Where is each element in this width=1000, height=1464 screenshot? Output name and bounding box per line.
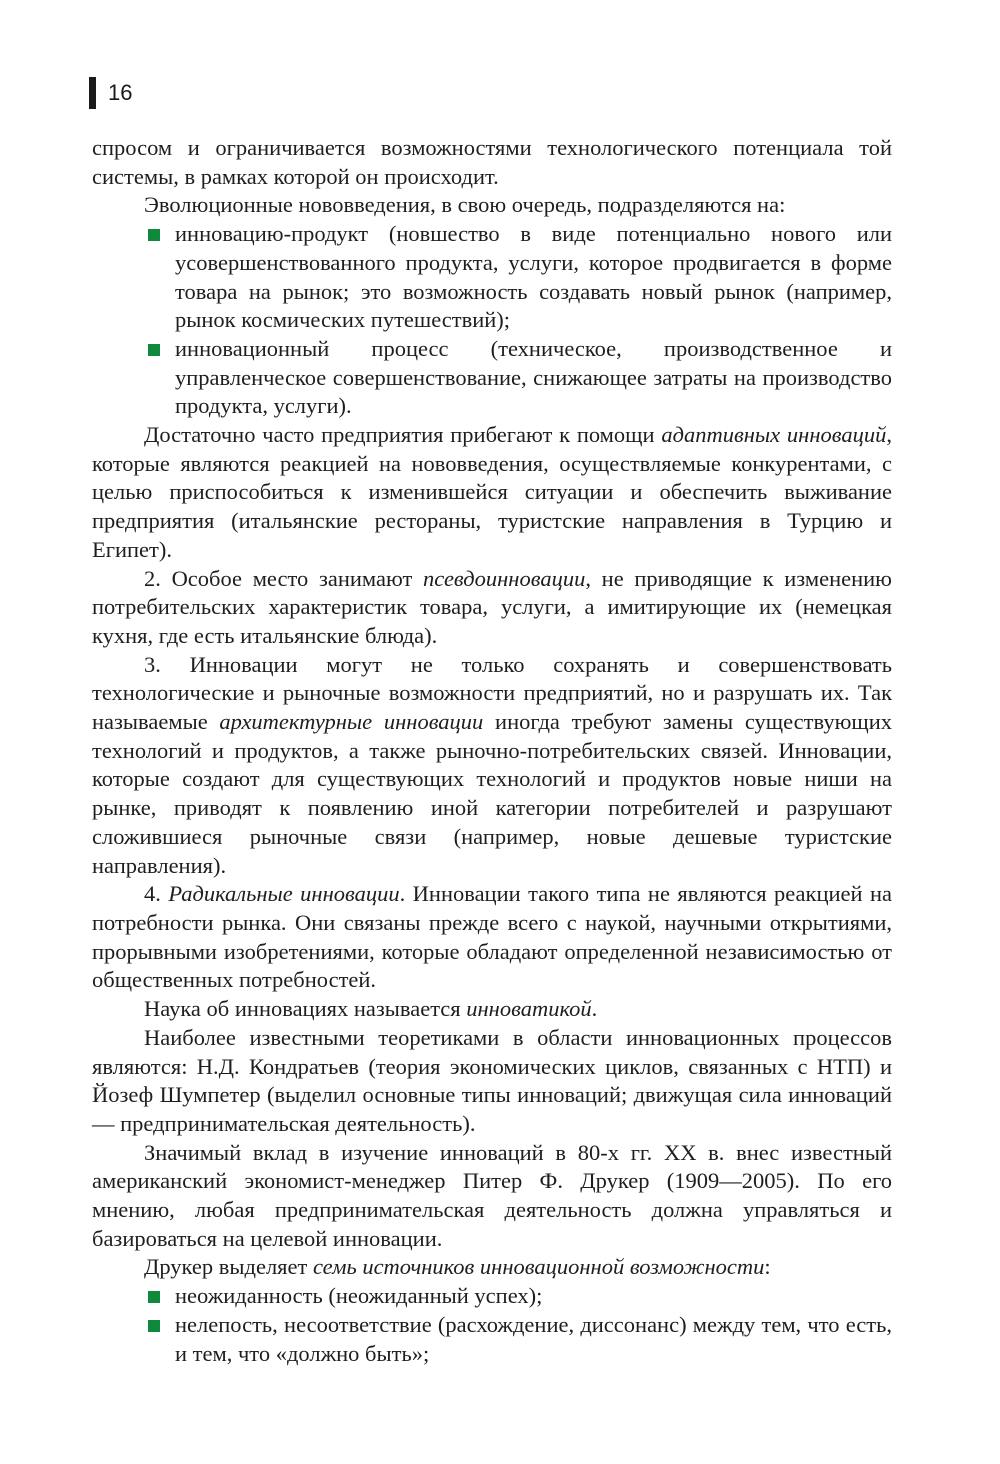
text: , которые являются реакцией на нововведения, осуществляемые конкурентами, с целью приспособиться к изменившейся ситуации и обеспечить выживание предприятия (итальянские рестораны, туристские направления в Турцию и Египет). [92, 422, 892, 562]
list-item-text: нелепость, несоответствие (расхождение, диссонанс) между тем, что есть, и тем, что «должно быть»; [175, 1311, 892, 1366]
paragraph [92, 565, 892, 651]
text: 2. Особое место занимают [144, 565, 423, 591]
text: , не приводящие к изменению потребительских характеристик товара, услуги, а имитирующие их (немецкая кухня, где есть итальянские блюда). [92, 565, 892, 648]
paragraph [92, 1253, 892, 1282]
italic-term: адаптивных инноваций [661, 422, 887, 448]
paragraph [92, 421, 892, 565]
paragraph [92, 651, 892, 881]
paragraph: Эволюционные нововведения, в свою очередь, подразделяются на: [144, 192, 786, 218]
paragraph: Наиболее известными теоретиками в области инновационных процессов являются: Н.Д. Кондратьев (теория экономических циклов, связанных с НТП) и Йозеф Шумпетер (выделил основные типы инноваций; движущая сила инноваций — предпринимательская деятельность). [92, 1024, 892, 1136]
header-bar [89, 77, 96, 109]
text: . [591, 996, 598, 1022]
italic-term: инноватикой [466, 996, 592, 1022]
page-number: 16 [108, 80, 133, 105]
bullet-square-icon [148, 1320, 160, 1332]
list-item-text: инновацию-продукт (новшество в виде потенциально нового или усовершенствованного продукта, услуги, которое продвигается в форме товара на рынок; это возможность создавать новый рынок (например, рынок космических путешествий); [175, 221, 892, 333]
bullet-square-icon [148, 1291, 160, 1303]
bullet-square-icon [148, 344, 160, 356]
text: Достаточно часто предприятия прибегают к помощи [144, 422, 662, 448]
list-item [92, 1311, 892, 1368]
paragraph: спросом и ограничивается возможностями технологического потенциала той системы, в рамках которой он происходит. [92, 135, 892, 189]
list-item [92, 1282, 892, 1311]
italic-term: архитектурные инновации [219, 709, 484, 735]
text: иногда требуют замены существующих технологий и продуктов, а также рыночно-потребительских связей. Инновации, которые создают для существующих технологий и продуктов новые ниши на рынке, приводят к появлению иной категории потребителей и разрушают сложившиеся рыночные связи (например, новые дешевые туристские направления). [92, 709, 892, 878]
text: . Инновации такого типа не являются реакцией на потребности рынка. Они связаны прежде всего с наукой, научными открытиями, прорывными изобретениями, которые обладают определенной независимостью от общественных потребностей. [92, 881, 893, 993]
list-item [92, 220, 892, 335]
italic-term: семь источников инновационной возможности [312, 1254, 765, 1280]
italic-term: Радикальные инновации [168, 881, 400, 907]
text: Наука об инновациях называется [144, 996, 467, 1022]
list-item [92, 335, 892, 421]
list-item-text: неожиданность (неожиданный успех); [175, 1283, 543, 1309]
paragraph: Значимый вклад в изучение инноваций в 80-х гг. XX в. внес известный американский экономист-менеджер Питер Ф. Друкер (1909—2005). По его мнению, любая предпринимательская деятельность должна управляться и базироваться на целевой инновации. [92, 1139, 892, 1251]
text: Друкер выделяет [144, 1254, 313, 1280]
italic-term: псевдоинновации [423, 565, 586, 591]
bullet-list [92, 1282, 892, 1368]
page-header [89, 76, 132, 110]
bullet-square-icon [148, 229, 160, 241]
text: 4. [144, 881, 169, 907]
paragraph [92, 880, 892, 995]
text: 3. Инновации могут не только сохранять и совершенствовать технологические и рыночные возможности предприятий, но и разрушать их. Так называемые [92, 651, 892, 735]
paragraph [92, 995, 892, 1024]
body-text [92, 134, 892, 1368]
text: : [764, 1254, 771, 1280]
bullet-list [92, 220, 892, 421]
list-item-text: инновационный процесс (техническое, производственное и управленческое совершенствование, снижающее затраты на производство продукта, услуги). [175, 335, 892, 419]
